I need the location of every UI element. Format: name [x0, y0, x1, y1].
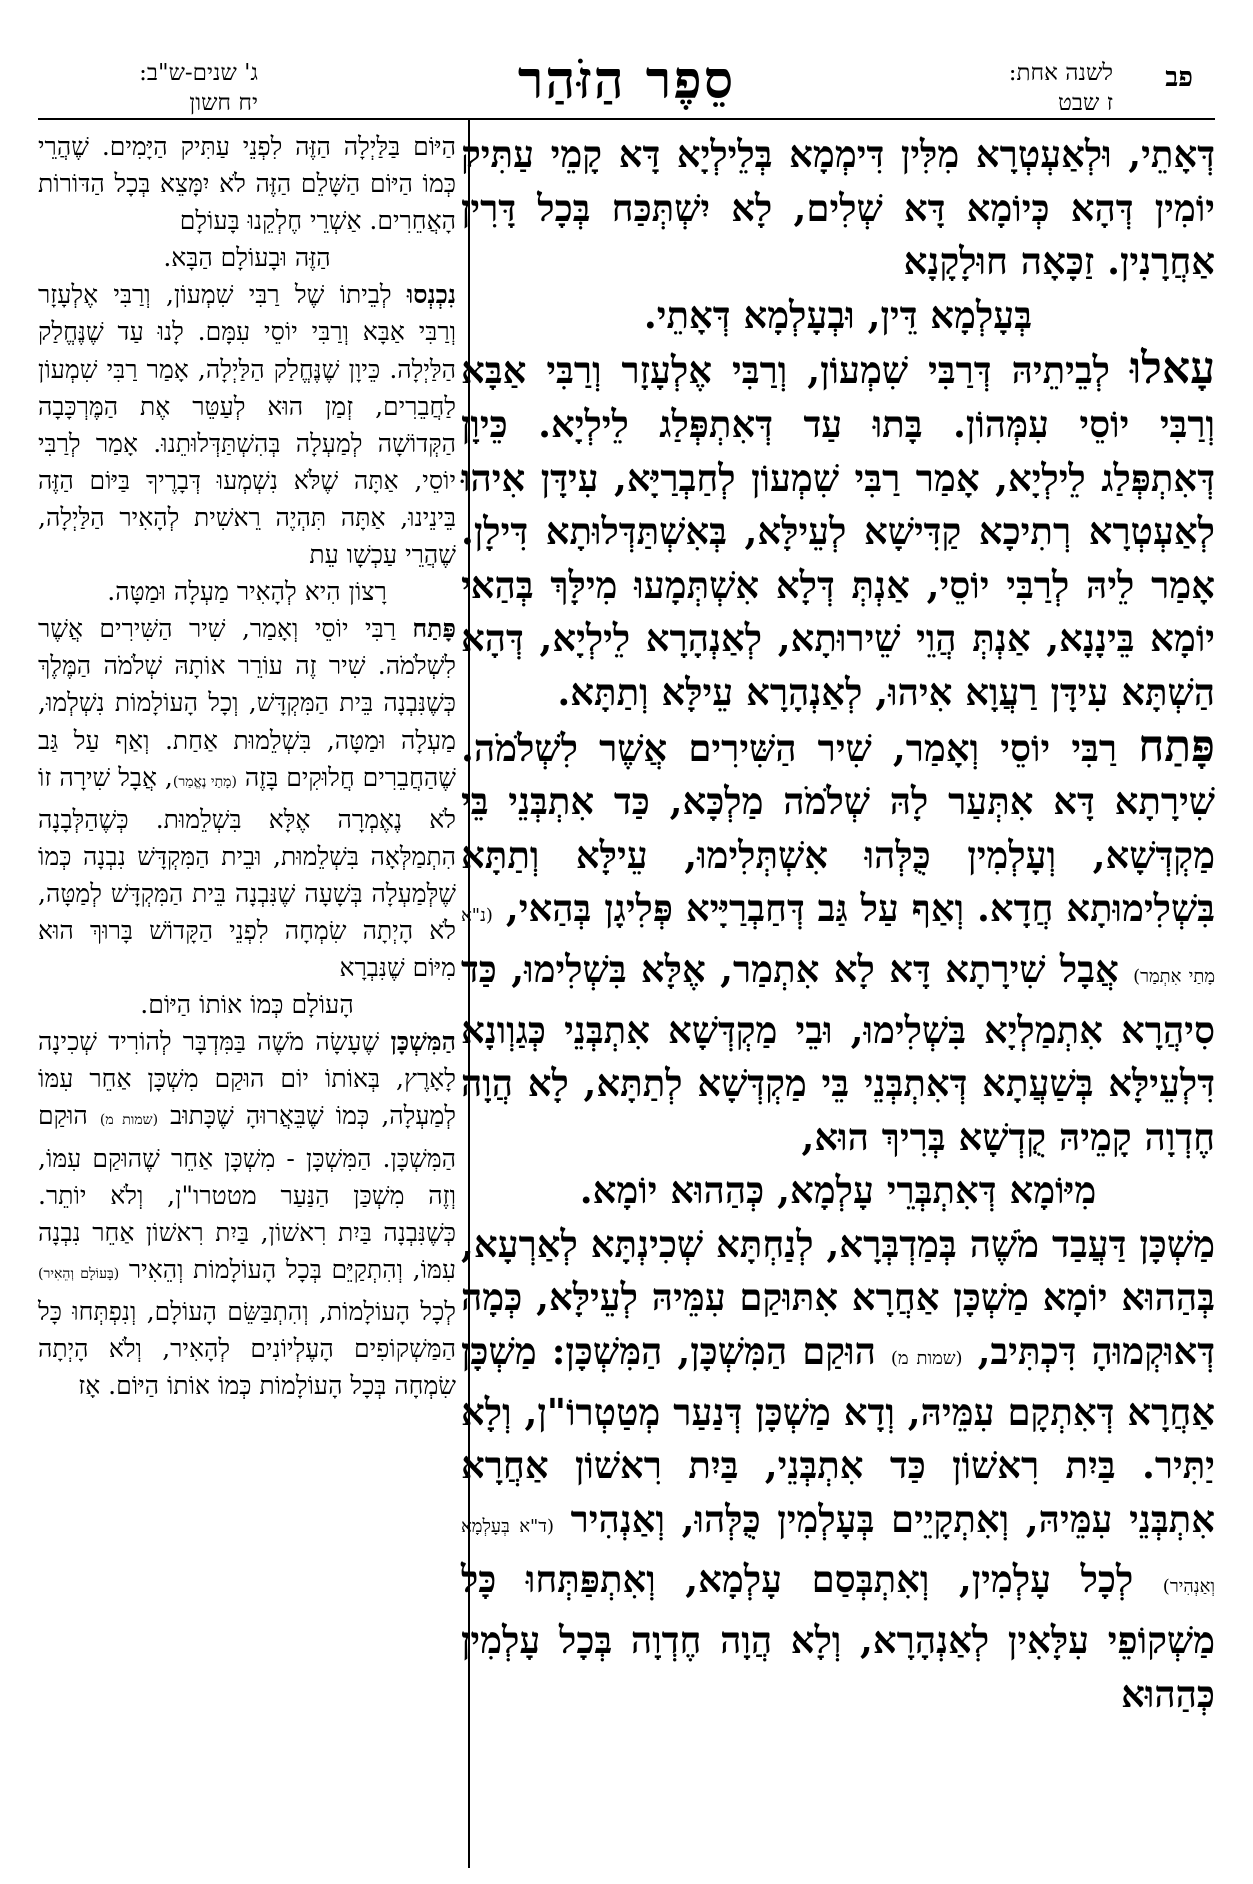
hebrew-translation-column [38, 128, 456, 1404]
hebrew-paragraph-3-closing-line: הָעוֹלָם כְּמוֹ אוֹתוֹ הַיּוֹם. [140, 990, 354, 1020]
page-number: פב [1165, 62, 1193, 93]
aramaic-paragraph-3-opening-word: פָּתַח [1138, 720, 1215, 772]
aramaic-paragraph-4-text-a: מַשְׁכָּן דַּעֲבַד מֹשֶׁה בְּמַדְבְּרָא, לְנַחְתָּא שְׁכִינְתָּא לְאַרְעָא, בְּהַהוּא יוֹמָא מַשְׁכָּן אַחֲרָא אִתּוּקַם עִמֵּיהּ לְעֵילָּא, כְּמָה דְּאוּקְמוּהָ דִּכְתִּיב, [461, 1221, 1216, 1374]
header-rule [38, 118, 1215, 120]
hebrew-paragraph-3 [38, 610, 456, 986]
aramaic-paragraph-3-closing-line: מִיּוֹמָא דְּאִתְבְּרֵי עָלְמָא, כְּהַהוּא יוֹמָא. [579, 1168, 1097, 1213]
hebrew-paragraph-3-text-b: , אֲבָל שִׁירָה זוֹ לֹא נֶאֶמְרָה אֶלָּא בִּשְׁלֵמוּת. כְּשֶׁהַלְּבָנָה הִתְמַלְּאָה בִּשְׁלֵמוּת, וּבֵית הַמִּקְדָּשׁ נִבְנָה כְּמוֹ שֶׁלְּמַעְלָה בְּשָׁעָה שֶׁנִּבְנָה בֵּית הַמִּקְדָּשׁ לְמַטָּה, לֹא הָיְתָה שִׂמְחָה לִפְנֵי הַקָּדוֹשׁ בָּרוּךְ הוּא מִיּוֹם שֶׁנִּבְרָא [38, 762, 456, 983]
hebrew-paragraph-2-opening-word: נִכְנְסוּ [406, 280, 456, 310]
header-schedule-three-years-date: יח חשון [189, 90, 258, 116]
aramaic-paragraph-1-text: דְּאָתֵי, וּלְאַעְטְרָא מִלִּין דִּימְמָא בְּלֵילְיָא דָּא קָמֵי עַתִּיק יוֹמִין דְּהָא כְּיוֹמָא דָּא שְׁלִים, לָא יִשְׁתְּכַּח בְּכָל דָּרִין אַחֲרָנִין. זַכָּאָה חוּלָקָנָא [461, 132, 1215, 284]
aramaic-paragraph-3-text-a: רַבִּי יוֹסֵי וְאָמַר, שִׁיר הַשִּׁירִים אֲשֶׁר לִשְׁלֹמֹה. שִׁירָתָא דָּא אִתְּעַר לָהּ שְׁלֹמֹה מַלְכָּא, כַּד אִתְבְּנֵי בֵּי מַקְדְּשָׁא, וְעָלְמִין כֻּלְּהוּ אִשְׁתְּלִימוּ, עֵילָּא וְתַתָּא בִּשְׁלִימוּתָא חֲדָא. וְאַף עַל גַּב דְּחַבְרַיָּיא פְּלִיגָן בְּהַאי, [461, 725, 1215, 931]
hebrew-paragraph-4-text-c: לְכָל הָעוֹלָמוֹת, וְהִתְבַּשֵּׂם הָעוֹלָם, וְנִפְתְּחוּ כָּל הַמַּשְׁקוֹפִים הָעֶלְיוֹנִים לְהָאִיר, וְלֹא הָיְתָה שִׂמְחָה בְּכָל הָעוֹלָמוֹת כְּמוֹ אוֹתוֹ הַיּוֹם. אָז [38, 1296, 456, 1401]
header-schedule-one-year-label: לשנה אחת: [1008, 60, 1113, 86]
hebrew-paragraph-2 [38, 276, 456, 573]
hebrew-paragraph-4-text-b: הוּקַם הַמִּשְׁכָּן. הַמִּשְׁכָּן - מִשְׁכָּן אַחֵר שֶׁהוּקַם עִמּוֹ, וְזֶה מִשְׁכַּן הַנַּעַר מטטרו"ן, וְלֹא יוֹתֵר. כְּשֶׁנִּבְנָה בַּיִת רִאשׁוֹן, בַּיִת רִאשׁוֹן אַחֵר נִבְנָה עִמּוֹ, וְהִתְקַיֵּם בְּכָל הָעוֹלָמוֹת וְהֵאִיר [38, 1101, 456, 1284]
aramaic-paragraph-4-text-b: הוּקַם הַמִּשְׁכָּן, הַמִּשְׁכָּן: מַשְׁכָּן אַחֲרָא דְּאִתְקָם עִמֵּיהּ, וְדָא מַשְׁכָּן דְּנַעַר מְטַטְרוֹ"ן, וְלָא יַתִּיר. בַּיִת רִאשׁוֹן כַּד אִתְבְּנֵי, בַּיִת רִאשׁוֹן אַחֲרָא אִתְבְּנֵי עִמֵּיהּ, וְאִתְקָיֵים בְּעָלְמִין כֻּלְּהוּ, וְאַנְהִיר [461, 1329, 1215, 1541]
hebrew-paragraph-1 [38, 128, 456, 239]
aramaic-text-column [461, 128, 1215, 1721]
hebrew-paragraph-3-text-a: רַבִּי יוֹסֵי וְאָמַר, שִׁיר הַשִּׁירִים אֲשֶׁר לִשְׁלֹמֹה. שִׁיר זֶה עוֹרֵר אוֹתָהּ שְׁלֹמֹה הַמֶּלֶךְ כְּשֶׁנִּבְנָה בֵּית הַמִּקְדָּשׁ, וְכָל הָעוֹלָמוֹת נִשְׁלְמוּ, מַעְלָה וּמַטָּה, בִּשְׁלֵמוּת אַחַת. וְאַף עַל גַּב שֶׁהַחֲבֵרִים חֲלוּקִים בָּזֶה [38, 614, 456, 792]
aramaic-paragraph-1 [461, 128, 1215, 289]
aramaic-paragraph-3 [461, 720, 1215, 1165]
hebrew-variant-note-1: (מָתַי נֶאֱמַר) [172, 773, 237, 790]
aramaic-paragraph-2-opening-word: עָאלוּ [1130, 343, 1215, 395]
aramaic-paragraph-2 [461, 342, 1215, 719]
aramaic-paragraph-4 [461, 1218, 1215, 1721]
aramaic-variant-note-1: (נ"א מָתַי אִתְמַר) [461, 905, 1216, 987]
aramaic-paragraph-2-text: לְבֵיתֵיהּ דְּרַבִּי שִׁמְעוֹן, וְרַבִּי אֶלְעָזָר וְרַבִּי אַבָּא וְרַבִּי יוֹסֵי עִמְּהוֹן. בָּתוּ עַד דְּאִתְפְּלַג לֵילְיָא. כֵּיוָן דְּאִתְפְּלַג לֵילְיָא, אָמַר רַבִּי שִׁמְעוֹן לְחַבְרַיָּא, עִידָּן אִיהוּ לְאַעְטְרָא רְתִיכָא קַדִּישָׁא לְעֵילָּא, בְּאִשְׁתַּדְּלוּתָא דִּילָן. אָמַר לֵיהּ לְרַבִּי יוֹסֵי, אַנְתְּ דְּלָא אִשְׁתְּמָעוּ מִילָּךְ בְּהַאי יוֹמָא בֵּינָנָא, אַנְתְּ הֲוֵי שֵׁירוּתָא, לְאַנְהָרָא לֵילְיָא, דְּהָא הַשְׁתָּא עִידָּן רַעֲוָא אִיהוּ, לְאַנְהָרָא עֵילָּא וְתַתָּא. [461, 348, 1215, 714]
hebrew-paragraph-2-text: לְבֵיתוֹ שֶׁל רַבִּי שִׁמְעוֹן, וְרַבִּי אֶלְעָזָר וְרַבִּי אַבָּא וְרַבִּי יוֹסֵי עִמָּם. לָנוּ עַד שֶׁנֶּחֱלַק הַלַּיְלָה. כֵּיוָן שֶׁנֶּחֱלַק הַלַּיְלָה, אָמַר רַבִּי שִׁמְעוֹן לַחֲבֵרִים, זְמַן הוּא לְעַטֵּר אֶת הַמֶּרְכָּבָה הַקְּדוֹשָׁה לְמַעְלָה בְּהִשְׁתַּדְּלוּתֵנוּ. אָמַר לְרַבִּי יוֹסֵי, אַתָּה שֶׁלֹּא נִשְׁמְעוּ דְּבָרֶיךָ בַּיּוֹם הַזֶּה בֵּינֵינוּ, אַתָּה תִּהְיֶה רֵאשִׁית לְהָאִיר הַלַּיְלָה, שֶׁהֲרֵי עַכְשָׁו עֵת [38, 280, 456, 570]
hebrew-paragraph-1-text: הַיּוֹם בַּלַּיְלָה הַזֶּה לִפְנֵי עַתִּיק הַיָּמִים. שֶׁהֲרֵי כְּמוֹ הַיּוֹם הַשָּׁלֵם הַזֶּה לֹא יִמָּצֵא בְּכָל הַדּוֹרוֹת הָאֲחֵרִים. אַשְׁרֵי חֶלְקֵנוּ בָּעוֹלָם [38, 132, 456, 236]
book-title: סֵפֶר הַזֹּהַר [517, 50, 736, 111]
hebrew-paragraph-4 [38, 1023, 456, 1404]
header-schedule-three-years [38, 58, 258, 118]
hebrew-paragraph-4-text-a: שֶׁעָשָׂה מֹשֶׁה בַּמִּדְבָּר לְהוֹרִיד שְׁכִינָה לָאָרֶץ, בְּאוֹתוֹ יוֹם הוּקַם מִשְׁכָּן אַחֵר עִמּוֹ לְמַעְלָה, כְּמוֹ שֶׁבֵּאֲרוּהָ שֶׁכָּתוּב [38, 1027, 457, 1131]
aramaic-variant-note-2: (ד"א בְּעָלְמָא וְאַנְהִיר) [461, 1515, 1215, 1598]
aramaic-paragraph-3-text-b: אֲבָל שִׁירָתָא דָּא לָא אִתְמַר, אֶלָּא בִּשְׁלִימוּ, כַּד סִיהֲרָא אִתְמַלְיָא בִּשְׁלִימוּ, וּבֵי מַקְדְּשָׁא אִתְבְּנֵי כְּגַוְונָא דִּלְעֵילָּא בְּשַׁעֲתָא דְּאִתְבְּנֵי בֵּי מַקְדְּשָׁא לְתַתָּא, לָא הֲוָה חֶדְוָה קָמֵיהּ קֻדְשָׁא בְּרִיךְ הוּא, [461, 946, 1215, 1159]
hebrew-scripture-ref: (שמות מ) [99, 1112, 159, 1129]
aramaic-scripture-ref: (שמות מ) [890, 1348, 963, 1370]
header-schedule-three-years-label: ג' שנים-ש"ב: [139, 60, 258, 86]
aramaic-paragraph-1-closing-line: בְּעָלְמָא דֵּין, וּבְעָלְמָא דְּאָתֵי. [643, 292, 1033, 337]
aramaic-paragraph-4-text-c: לְכָל עָלְמִין, וְאִתְבְּסַם עָלְמָא, וְאִתְפַּתְּחוּ כָּל מַשְׁקוֹפֵי עִלָּאִין לְאַנְהָרָא, וְלָא הֲוָה חֶדְוָה בְּכָל עָלְמִין כְּהַהוּא [461, 1557, 1215, 1716]
hebrew-variant-note-2: (בָּעוֹלָם וְהֵאִיר) [38, 1265, 120, 1282]
hebrew-paragraph-2-closing-line: רָצוֹן הִיא לְהָאִיר מַעְלָה וּמַטָּה. [107, 577, 387, 607]
hebrew-paragraph-3-opening-word: פָּתַח [412, 614, 456, 644]
hebrew-paragraph-1-closing-line: הַזֶּה וּבָעוֹלָם הַבָּא. [163, 243, 331, 273]
header-schedule-one-year-date: ז שבט [1058, 90, 1113, 116]
hebrew-paragraph-4-opening-word: הַמִּשְׁכָּן [390, 1027, 456, 1057]
